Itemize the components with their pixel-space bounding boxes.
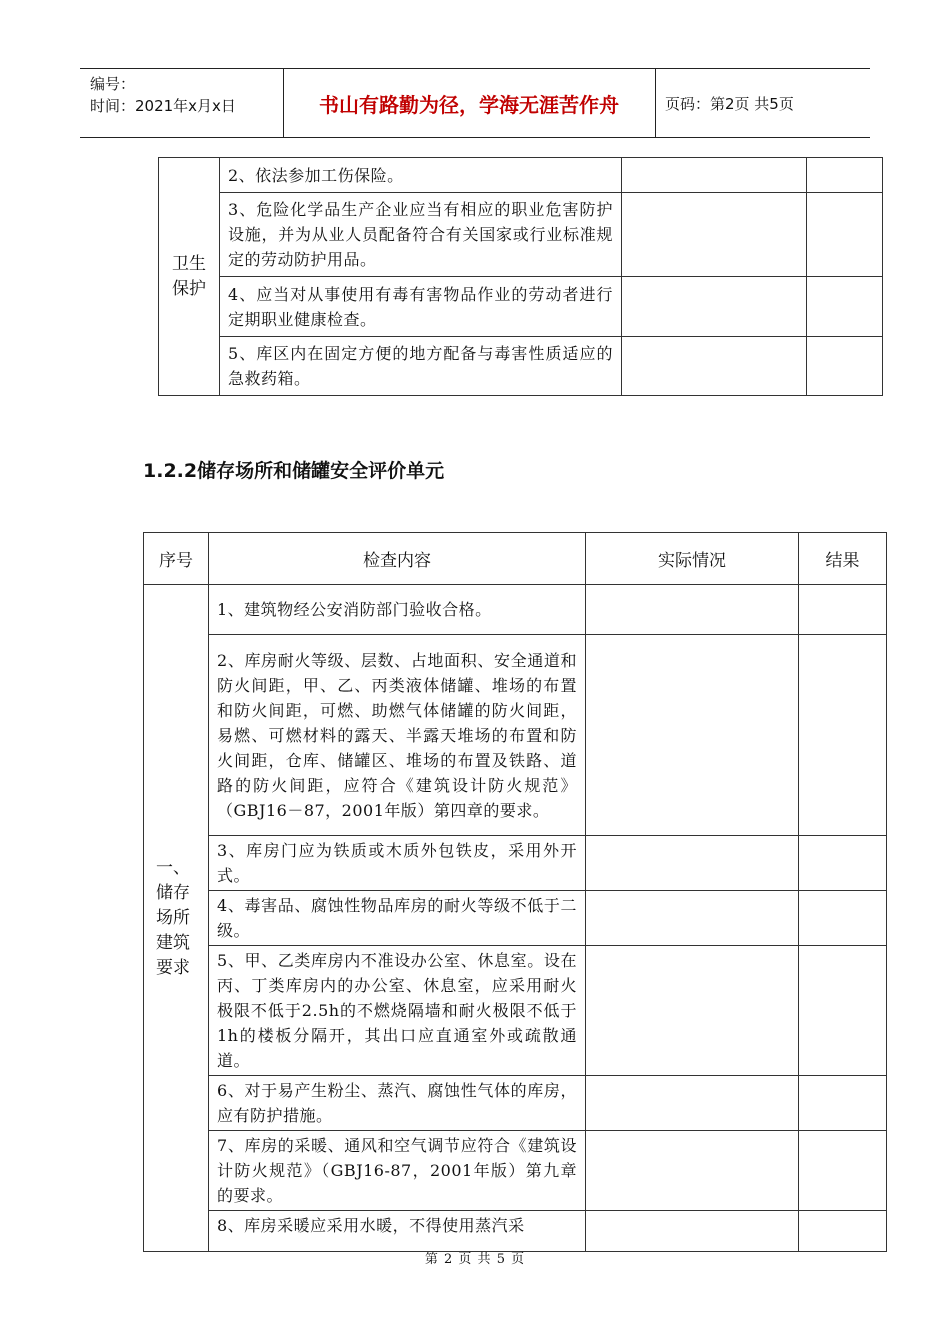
result-cell[interactable]: [799, 585, 887, 635]
table-row: [144, 836, 887, 891]
check-item-text: 2、依法参加工伤保险。: [228, 165, 404, 185]
category-cell: [159, 158, 220, 396]
header-meta: [90, 73, 236, 117]
table-row: [159, 158, 883, 193]
check-item-text: 6、对于易产生粉尘、蒸汽、腐蚀性气体的库房，应有防护措施。: [217, 1081, 577, 1125]
table-row: [144, 1211, 887, 1252]
health-protection-table: [158, 157, 883, 396]
check-item-cell: [209, 891, 586, 946]
check-item-text: 1、建筑物经公安消防部门验收合格。: [217, 600, 492, 619]
check-item-text: 8、库房采暖应采用水暖，不得使用蒸汽采: [217, 1216, 525, 1235]
check-item-text: 7、库房的采暖、通风和空气调节应符合《建筑设计防火规范》（GBJ16-87，2001年版）第九章的要求。: [217, 1136, 577, 1205]
actual-situation-cell[interactable]: [586, 1131, 799, 1211]
check-item-cell: [209, 585, 586, 635]
table-row: [159, 277, 883, 337]
actual-situation-cell[interactable]: [586, 891, 799, 946]
check-item-cell: [209, 946, 586, 1076]
table-row: [144, 891, 887, 946]
result-cell[interactable]: [807, 277, 883, 337]
header-divider: [655, 69, 656, 137]
header-actual-situation: 实际情况: [586, 533, 799, 585]
table-row: [144, 1076, 887, 1131]
section-title: 1.2.2储存场所和储罐安全评价单元: [143, 460, 445, 482]
result-cell[interactable]: [799, 1211, 887, 1252]
check-item-text: 4、应当对从事使用有毒有害物品作业的劳动者进行定期职业健康检查。: [228, 284, 613, 329]
check-item-text: 3、库房门应为铁质或木质外包铁皮，采用外开式。: [217, 841, 577, 885]
check-item-cell: [209, 1076, 586, 1131]
result-cell[interactable]: [799, 635, 887, 836]
table-row: [144, 635, 887, 836]
actual-situation-cell[interactable]: [586, 635, 799, 836]
header-serial: 序号: [144, 533, 209, 585]
check-item-text: 2、库房耐火等级、层数、占地面积、安全通道和防火间距，甲、乙、丙类液体储罐、堆场的布置和防火间距，可燃、助燃气体储罐的防火间距，易燃、可燃材料的露天、半露天堆场的布置和防火间距，仓库、储罐区、堆场的布置及铁路、道路的防火间距，应符合《建筑设计防火规范》（GBJ16－87，2001年版）第四章的要求。: [217, 650, 577, 820]
check-item-text: 5、甲、乙类库房内不准设办公室、休息室。设在丙、丁类库房内的办公室、休息室，应采用耐火极限不低于2.5h的不燃烧隔墙和耐火极限不低于1h的楼板分隔开，其出口应直通室外或疏散通道。: [217, 951, 577, 1070]
check-item-cell: [209, 1131, 586, 1211]
result-cell[interactable]: [799, 836, 887, 891]
table-row: [144, 585, 887, 635]
header-motto: 书山有路勤为径，学海无涯苦作舟: [319, 92, 619, 117]
result-cell[interactable]: [807, 337, 883, 396]
header-page-number: 页码：第2页 共5页: [665, 94, 794, 113]
actual-situation-cell[interactable]: [586, 946, 799, 1076]
result-cell[interactable]: [799, 891, 887, 946]
category-label: 卫生保护: [172, 253, 206, 299]
check-item-text: 4、毒害品、腐蚀性物品库房的耐火等级不低于二级。: [217, 896, 577, 940]
header-number: 编号：: [90, 75, 136, 93]
table-row: [159, 193, 883, 277]
header-result: 结果: [799, 533, 887, 585]
check-item-cell: [209, 635, 586, 836]
table-row: [144, 1131, 887, 1211]
result-cell[interactable]: [799, 1131, 887, 1211]
page-header: [80, 68, 870, 138]
actual-situation-cell[interactable]: [586, 1076, 799, 1131]
check-item-text: 3、危险化学品生产企业应当有相应的职业危害防护设施，并为从业人员配备符合有关国家或行业标准规定的劳动防护用品。: [228, 200, 613, 269]
table-header-row: [144, 533, 887, 585]
storage-safety-table: [143, 532, 887, 1252]
result-cell[interactable]: [807, 158, 883, 193]
actual-situation-cell[interactable]: [622, 193, 807, 277]
actual-situation-cell[interactable]: [622, 337, 807, 396]
table-row: [159, 337, 883, 396]
header-time: 时间：2021年x月x日: [90, 97, 236, 115]
actual-situation-cell[interactable]: [586, 1211, 799, 1252]
actual-situation-cell[interactable]: [586, 836, 799, 891]
category-label: 一、储存场所建筑要求: [156, 857, 190, 978]
actual-situation-cell[interactable]: [622, 277, 807, 337]
result-cell[interactable]: [799, 1076, 887, 1131]
actual-situation-cell[interactable]: [586, 585, 799, 635]
result-cell[interactable]: [799, 946, 887, 1076]
check-item-cell: [220, 193, 622, 277]
page-footer: 第 2 页 共 5 页: [424, 1252, 526, 1267]
check-item-cell: [209, 1211, 586, 1252]
actual-situation-cell[interactable]: [622, 158, 807, 193]
check-item-cell: [220, 337, 622, 396]
header-check-content: 检查内容: [209, 533, 586, 585]
result-cell[interactable]: [807, 193, 883, 277]
check-item-cell: [220, 158, 622, 193]
table-row: [144, 946, 887, 1076]
check-item-cell: [209, 836, 586, 891]
category-cell: [144, 585, 209, 1252]
check-item-cell: [220, 277, 622, 337]
check-item-text: 5、库区内在固定方便的地方配备与毒害性质适应的急救药箱。: [228, 344, 613, 388]
